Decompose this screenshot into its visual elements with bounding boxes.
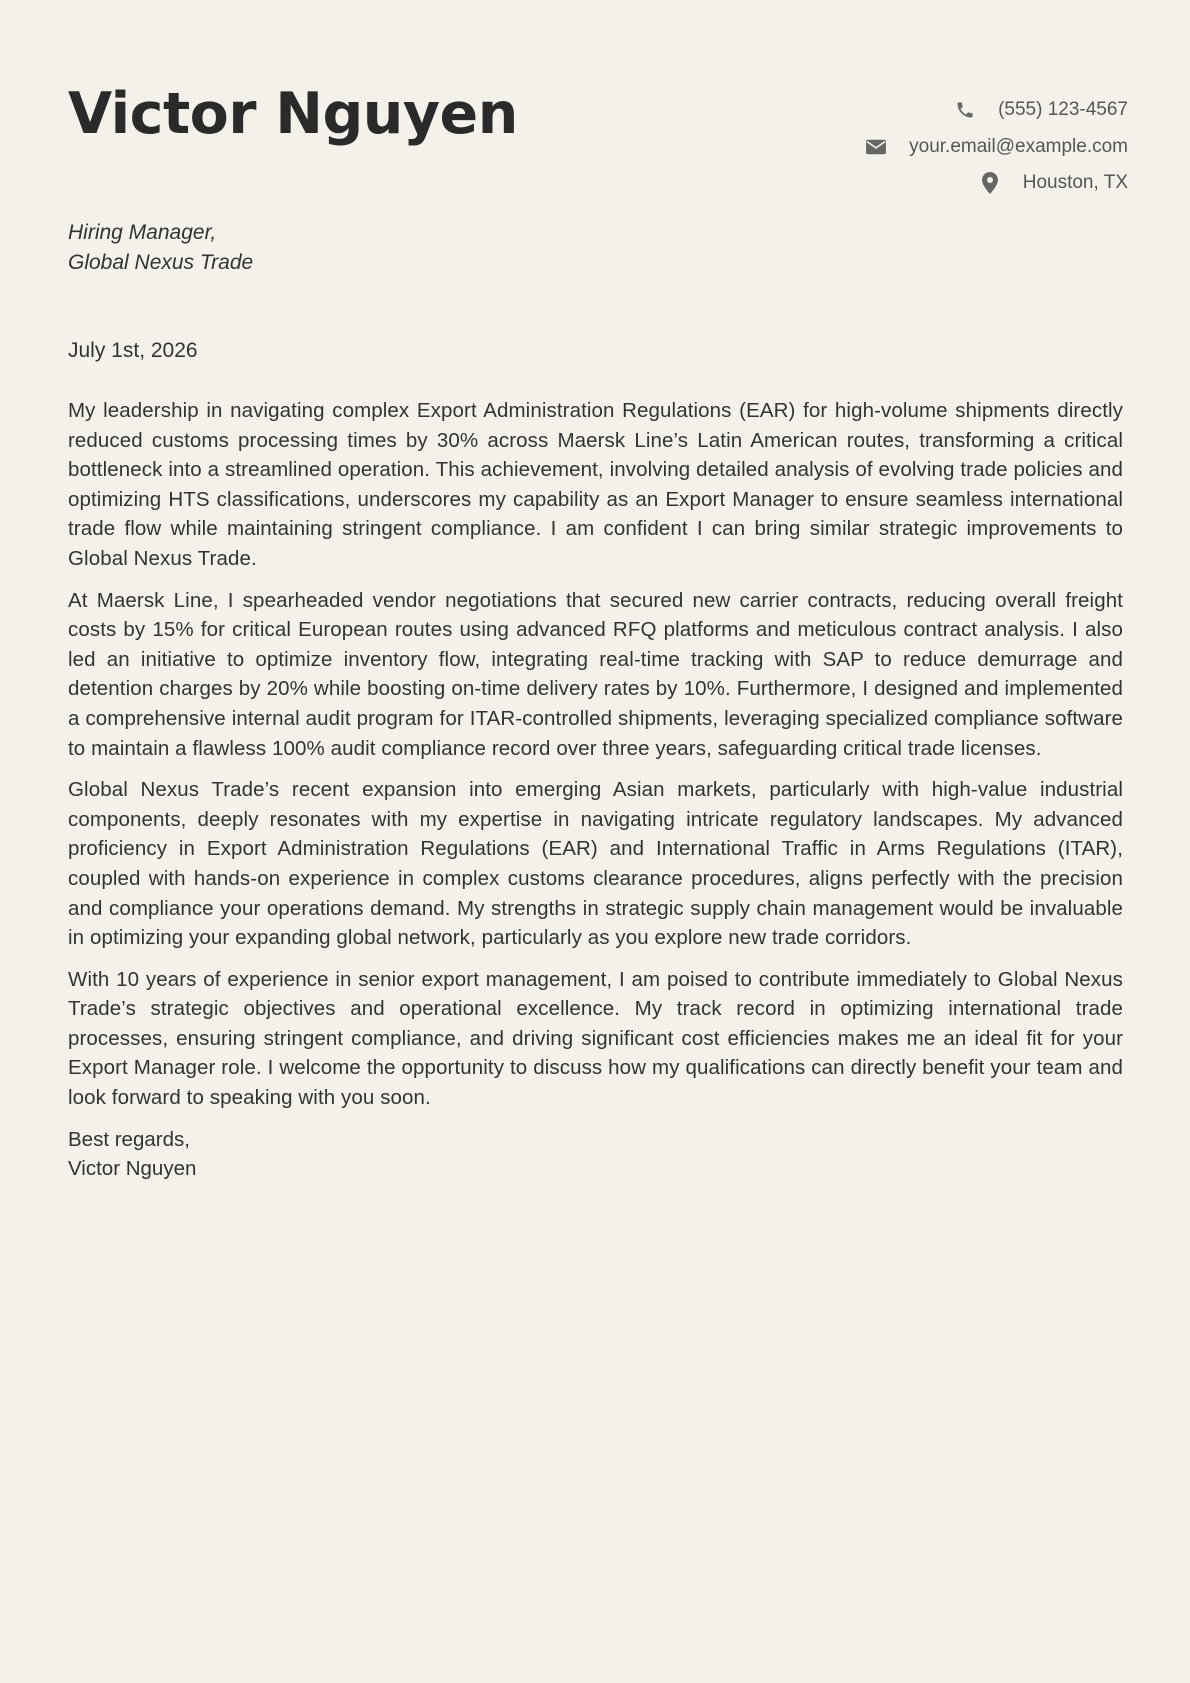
recipient-company: Global Nexus Trade: [68, 251, 254, 274]
envelope-icon: [865, 136, 887, 158]
recipient-title: Hiring Manager,: [68, 221, 217, 244]
letter-date: July 1st, 2026: [68, 339, 198, 362]
contact-email: [608, 129, 1128, 166]
contact-phone: [608, 92, 1128, 129]
email-text: your.email@example.com: [909, 135, 1128, 157]
phone-text: (555) 123-4567: [998, 99, 1128, 121]
signature: Victor Nguyen: [68, 1157, 197, 1181]
letter-body: [68, 396, 1123, 1184]
map-pin-icon: [979, 172, 1001, 194]
recipient-block: [68, 218, 253, 278]
phone-icon: [954, 99, 976, 121]
body-paragraph: At Maersk Line, I spearheaded vendor negotiations that secured new carrier contracts, reducing overall freight costs by 15% for critical European routes using advanced RFQ platforms and meticulous contract analysis. I also led an initiative to optimize inventory flow, integrating real-time tracking with SAP to reduce demurrage and detention charges by 20% while boosting on-time delivery rates by 10%. Furthermore, I designed and implemented a comprehensive internal audit program for ITAR-controlled shipments, leveraging specialized compliance software to maintain a flawless 100% audit compliance record over three years, safeguarding critical trade licenses.: [68, 588, 1123, 760]
applicant-name: Victor Nguyen: [68, 81, 518, 147]
contact-location: [608, 165, 1128, 202]
location-text: Houston, TX: [1022, 172, 1128, 194]
body-paragraph: My leadership in navigating complex Export Administration Regulations (EAR) for high-volume shipments directly reduced customs processing times by 30% across Maersk Line’s Latin American routes, transforming a critical bottleneck into a streamlined operation. This achievement, involving detailed analysis of evolving trade policies and optimizing HTS classifications, underscores my capability as an Export Manager to ensure seamless international trade flow while maintaining stringent compliance. I am confident I can bring similar strategic improvements to Global Nexus Trade.: [68, 399, 1123, 570]
body-paragraph: Global Nexus Trade’s recent expansion into emerging Asian markets, particularly with high-value industrial components, deeply resonates with my expertise in navigating intricate regulatory landscapes. My advanced proficiency in Export Administration Regulations (EAR) and International Traffic in Arms Regulations (ITAR), coupled with hands-on experience in complex customs clearance procedures, aligns perfectly with the precision and compliance your operations demand. My strengths in strategic supply chain management would be invaluable in optimizing your expanding global network, particularly as you explore new trade corridors.: [68, 778, 1123, 950]
closing-block: [68, 1125, 1123, 1184]
closing-salutation: Best regards,: [68, 1127, 190, 1151]
body-paragraph: With 10 years of experience in senior export management, I am poised to contribute immediately to Global Nexus Trade’s strategic objectives and operational excellence. My track record in optimizing international trade processes, ensuring stringent compliance, and driving significant cost efficiencies makes me an ideal fit for your Export Manager role. I welcome the opportunity to discuss how my qualifications can directly benefit your team and look forward to speaking with you soon.: [68, 967, 1123, 1110]
cover-letter-page: [68, 0, 1128, 1683]
contact-info: [608, 92, 1128, 202]
